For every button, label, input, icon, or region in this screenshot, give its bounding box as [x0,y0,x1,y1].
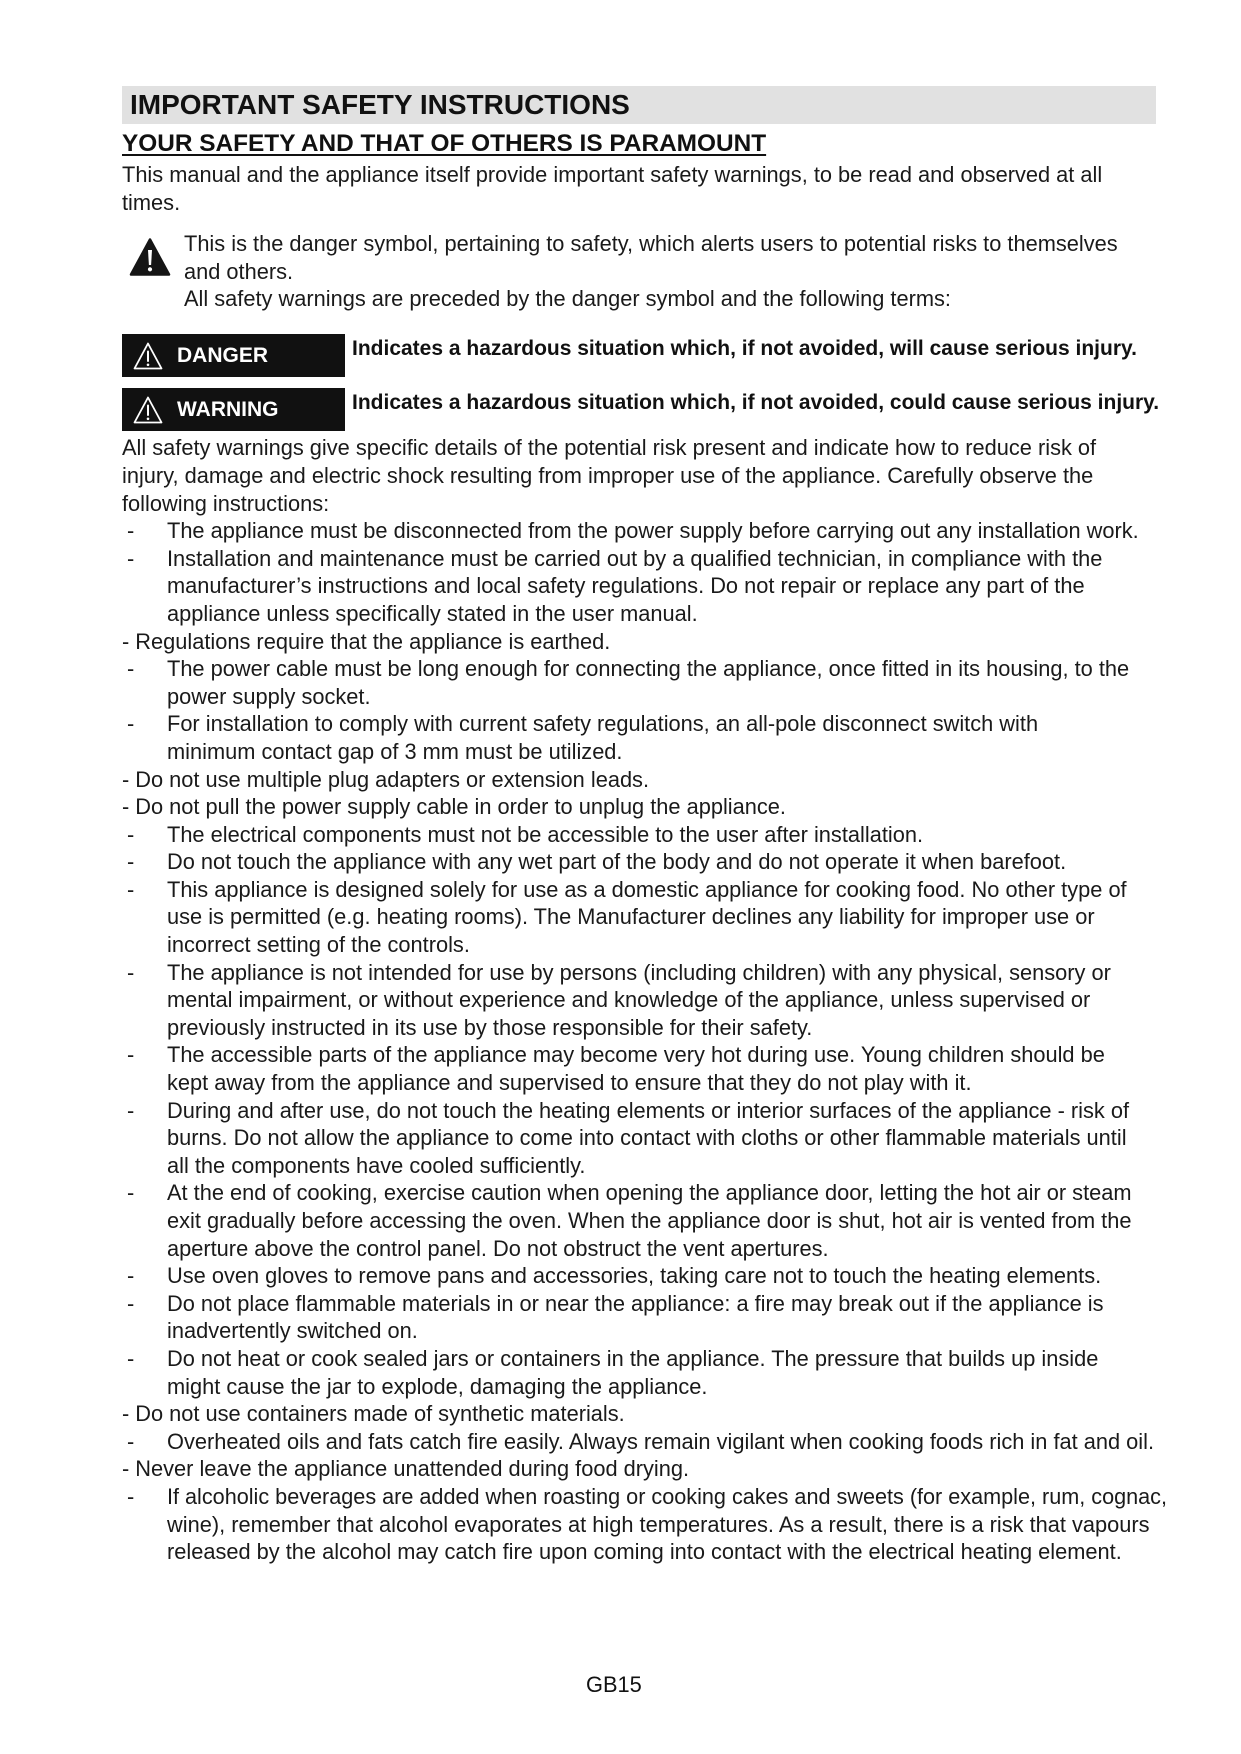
list-item [122,1455,1167,1483]
list-item-line: minimum contact gap of 3 mm must be utilized. [167,738,623,764]
list-item [122,628,1167,656]
list-item [122,793,1167,821]
list-item-line: Do not heat or cook sealed jars or containers in the appliance. The pressure that builds up inside [167,1345,1099,1371]
list-item-line: previously instructed in its use by those responsible for their safety. [167,1014,813,1040]
list-item [122,876,1167,959]
list-item-line: appliance unless specifically stated in the user manual. [167,600,698,626]
page-title: IMPORTANT SAFETY INSTRUCTIONS [130,89,630,120]
list-item [122,848,1167,876]
warning-triangle-icon [132,341,164,371]
list-item [122,710,1167,765]
list-dash: - [127,1345,135,1371]
list-dash: - [127,959,135,985]
list-item-line: manufacturer’s instructions and local safety regulations. Do not repair or replace any part of the [167,573,1085,599]
paragraph-line: and others. [184,258,294,284]
list-item-line: The accessible parts of the appliance may become very hot during use. Young children should be [167,1042,1105,1068]
list-item [122,1400,1167,1428]
paragraph-line: injury, damage and electric shock resulting from improper use of the appliance. Carefully observe the [122,462,1094,488]
paragraph-line: This is the danger symbol, pertaining to safety, which alerts users to potential risks to themselves [184,231,1118,257]
list-item [122,821,1167,849]
list-dash: - [127,1290,135,1316]
list-dash: - [127,545,135,571]
list-dash: - [127,849,135,875]
list-item [122,1428,1167,1456]
list-dash: - [127,1097,135,1123]
list-item-line: The power cable must be long enough for connecting the appliance, once fitted in its housing, to the [167,656,1130,682]
list-item-line: If alcoholic beverages are added when roasting or cooking cakes and sweets (for example, rum, cognac, [167,1483,1167,1509]
list-item [122,1483,1167,1566]
danger-symbol-description [184,230,1164,313]
warning-description-block [352,389,1164,417]
list-dash: - [127,518,135,544]
list-item [122,545,1167,628]
danger-triangle-icon [129,237,171,277]
list-item [122,517,1167,545]
list-dash: - [122,628,130,654]
list-item-line: This appliance is designed solely for use as a domestic appliance for cooking food. No other type of [167,876,1127,902]
list-item-line: Overheated oils and fats catch fire easily. Always remain vigilant when cooking foods rich in fat and oil. [167,1428,1155,1454]
page-subtitle: YOUR SAFETY AND THAT OF OTHERS IS PARAMOUNT [122,129,767,157]
list-item [122,655,1167,710]
list-dash: - [122,1456,130,1482]
list-dash: - [127,1042,135,1068]
list-item-line: Do not place flammable materials in or near the appliance: a fire may break out if the appliance is [167,1290,1104,1316]
list-item-line: released by the alcohol may catch fire upon coming into contact with the electrical heating element. [167,1539,1122,1565]
paragraph-line: This manual and the appliance itself provide important safety warnings, to be read and observed at all [122,162,1103,188]
list-item [122,1345,1167,1400]
list-item-line: During and after use, do not touch the heating elements or interior surfaces of the appliance - risk of [167,1097,1130,1123]
intro-paragraph [122,161,1167,216]
warning-triangle-icon [132,395,164,425]
list-item-line: The appliance must be disconnected from the power supply before carrying out any installation work. [167,518,1139,544]
paragraph-line: times. [122,189,181,215]
list-item [122,1097,1167,1180]
list-item-line: Installation and maintenance must be carried out by a qualified technician, in compliance with the [167,545,1103,571]
list-item-line: At the end of cooking, exercise caution when opening the appliance door, letting the hot air or steam [167,1180,1132,1206]
paragraph-line: All safety warnings are preceded by the danger symbol and the following terms: [184,286,951,312]
signal-label-warning: WARNING [177,398,279,421]
list-dash: - [122,794,130,820]
list-item-line: Use oven gloves to remove pans and accessories, taking care not to touch the heating elements. [167,1263,1102,1289]
list-item [122,1262,1167,1290]
list-item-line: The appliance is not intended for use by persons (including children) with any physical, sensory or [167,959,1111,985]
list-dash: - [122,766,130,792]
list-item [122,1041,1167,1096]
list-dash: - [127,1428,135,1454]
list-item [122,959,1167,1042]
list-item-line: The electrical components must not be accessible to the user after installation. [167,821,924,847]
list-dash: - [122,1401,130,1427]
list-item-line: incorrect setting of the controls. [167,932,470,958]
paragraph-line: All safety warnings give specific details of the potential risk present and indicate how to reduce risk of [122,435,1097,461]
list-item-line: exit gradually before accessing the oven. When the appliance door is shut, hot air is vented from the [167,1208,1132,1234]
warning-label-box [122,388,345,431]
signal-label-danger: DANGER [177,344,269,367]
list-dash: - [127,1483,135,1509]
list-item-line: mental impairment, or without experience and knowledge of the appliance, unless supervised or [167,987,1091,1013]
list-item-line: Regulations require that the appliance is earthed. [135,628,611,654]
list-item-line: Do not pull the power supply cable in order to unplug the appliance. [135,794,786,820]
signal-description-warning: Indicates a hazardous situation which, if not avoided, could cause serious injury. [352,391,1160,414]
list-item-line: For installation to comply with current safety regulations, an all-pole disconnect switch with [167,711,1039,737]
list-dash: - [127,876,135,902]
list-item-line: aperture above the control panel. Do not obstruct the vent apertures. [167,1235,829,1261]
list-item-line: Do not use multiple plug adapters or extension leads. [135,766,650,792]
list-item-line: all the components have cooled sufficiently. [167,1152,586,1178]
list-item-line: inadvertently switched on. [167,1318,418,1344]
list-dash: - [127,656,135,682]
general-warning-paragraph [122,434,1167,517]
list-item-line: Do not use containers made of synthetic materials. [135,1401,625,1427]
list-item [122,766,1167,794]
list-item-line: Never leave the appliance unattended during food drying. [135,1456,690,1482]
page-number: GB15 [586,1672,642,1697]
list-item-line: burns. Do not allow the appliance to come into contact with cloths or other flammable materials until [167,1125,1127,1151]
danger-label-box [122,334,345,377]
list-dash: - [127,1263,135,1289]
section-title-bar [122,86,1156,124]
list-item [122,1179,1167,1262]
list-dash: - [127,711,135,737]
list-dash: - [127,821,135,847]
list-item-line: use is permitted (e.g. heating rooms). The Manufacturer declines any liability for improper use or [167,904,1095,930]
subtitle-block [122,129,1167,159]
list-item-line: Do not touch the appliance with any wet part of the body and do not operate it when barefoot. [167,849,1067,875]
list-item-line: wine), remember that alcohol evaporates at high temperatures. As a result, there is a risk that vapours [167,1511,1150,1537]
list-item-line: might cause the jar to explode, damaging the appliance. [167,1373,708,1399]
signal-description-danger: Indicates a hazardous situation which, if not avoided, will cause serious injury. [352,337,1137,360]
list-dash: - [127,1180,135,1206]
list-item-line: power supply socket. [167,683,371,709]
safety-instructions-body [122,434,1167,1565]
list-item [122,1290,1167,1345]
list-item-line: kept away from the appliance and supervised to ensure that they do not play with it. [167,1070,972,1096]
paragraph-line: following instructions: [122,490,330,516]
danger-description-block [352,335,1164,363]
